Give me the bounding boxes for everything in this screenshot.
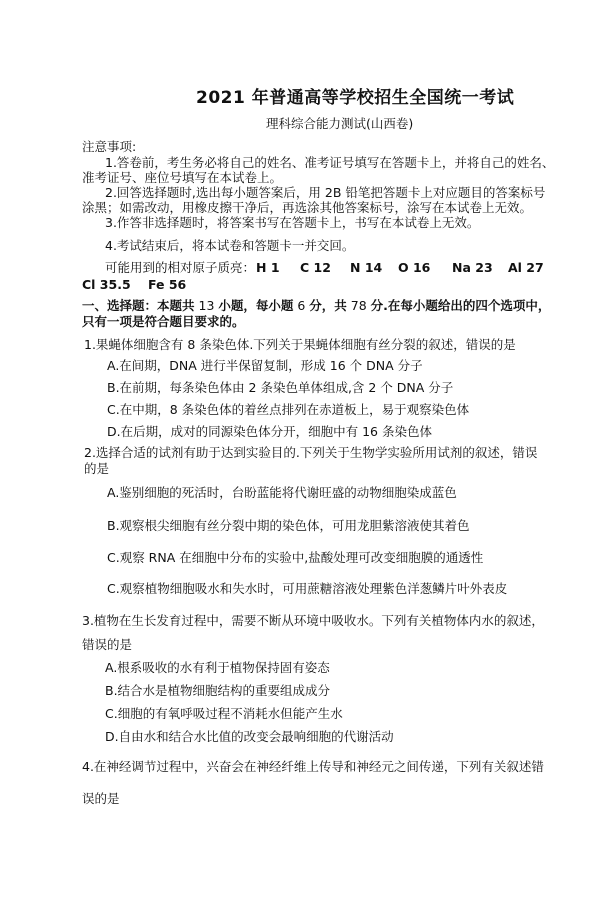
question-2-option-a: A.鉴别细胞的死活时，台盼蓝能将代谢旺盛的动物细胞染成蓝色	[107, 485, 457, 500]
question-3-stem-line-2: 错误的是	[82, 637, 133, 652]
exam-title: 2021 年普通高等学校招生全国统一考试	[196, 88, 515, 108]
question-3-option-a: A.根系吸收的水有利于植物保持固有姿态	[105, 660, 330, 675]
atomic-mass-al: Al 27	[508, 260, 544, 275]
question-1-option-b: B.在前期，每条染色体由 2 条染色单体组成,含 2 个 DNA 分子	[107, 380, 454, 395]
atomic-mass-label: 可能用到的相对原子质亮：	[105, 260, 256, 275]
section-1-mid1: 小题，每小题	[218, 298, 294, 313]
question-3-option-d: D.自由水和结合水比值的改变会最响细胞的代谢活动	[105, 729, 394, 744]
question-1-option-c: C.在中期，8 条染色体的着丝点排列在赤道板上，易于观察染色体	[107, 402, 470, 417]
question-4-stem-line-1: 4.在神经调节过程中，兴奋会在神经纤维上传导和神经元之间传递，下列有关叙述错	[82, 759, 544, 774]
section-1-total: 78	[346, 298, 371, 313]
atomic-mass-cl: Cl 35.5	[82, 277, 131, 292]
section-1-prefix: 一、选择题：本题共	[82, 298, 195, 313]
notice-item-3: 3.作答非选择题时，将答案书写在答题卡上，书写在本试卷上无效。	[105, 215, 480, 230]
question-2-option-d: C.观察植物细胞吸水和失水时，可用蔗糖溶液处理紫色洋葱鳞片叶外表皮	[107, 581, 508, 596]
notice-item-2-line-2: 涂黑；如需改动，用橡皮擦干净后，再选涂其他答案标号，涂写在本试卷上无效。	[82, 200, 533, 215]
notice-heading: 注意事项:	[82, 139, 137, 154]
question-2-stem-line-1: 2.选择合适的试剂有助于达到实验目的.下列关于生物学实验所用试剂的叙述，错误	[84, 445, 538, 460]
atomic-mass-na: Na 23	[452, 260, 493, 275]
question-1-option-a: A.在间期，DNA 进行半保留复制，形成 16 个 DNA 分子	[107, 358, 423, 373]
section-1-line-2: 只有一项是符合题目要求的。	[82, 314, 245, 329]
question-4-stem-line-2: 误的是	[82, 791, 120, 806]
section-1-suffix: 分.在每小题给出的四个选项中，	[370, 298, 551, 313]
notice-item-2-line-1: 2.回答选择题时,选出每小题答案后，用 2B 铅笔把答题卡上对应题目的答案标号	[105, 185, 546, 200]
atomic-mass-c: C 12	[300, 260, 331, 275]
section-1-count: 13	[194, 298, 219, 313]
atomic-mass-o: O 16	[398, 260, 431, 275]
exam-subtitle: 理科综合能力测试(山西卷)	[266, 116, 414, 131]
atomic-mass-fe: Fe 56	[148, 277, 187, 292]
question-3-option-c: C.细胞的有氧呼吸过程不消耗水但能产生水	[105, 706, 343, 721]
notice-item-1-line-2: 准考证号、座位号填写在本试卷上。	[82, 170, 283, 185]
atomic-mass-h: H 1	[256, 260, 280, 275]
section-1-points: 6	[293, 298, 310, 313]
question-2-option-b: B.观察根尖细胞有丝分裂中期的染色体，可用龙胆紫溶液使其着色	[107, 518, 470, 533]
question-2-option-c: C.观察 RNA 在细胞中分布的实验中,盐酸处理可改变细胞膜的通透性	[107, 550, 484, 565]
question-1-option-d: D.在后期，成对的同源染色体分开，细胞中有 16 条染色体	[107, 424, 432, 439]
notice-item-1-line-1: 1.答卷前，考生务必将自己的姓名、准考证号填写在答题卡上，并将自己的姓名、	[105, 155, 555, 170]
question-2-stem-line-2: 的是	[84, 461, 110, 476]
atomic-mass-n: N 14	[350, 260, 383, 275]
question-3-option-b: B.结合水是植物细胞结构的重要组成成分	[105, 683, 331, 698]
section-1-mid2: 分，共	[309, 298, 347, 313]
question-3-stem-line-1: 3.植物在生长发育过程中，需要不断从环境中吸收水。下列有关植物体内水的叙述，	[82, 613, 544, 628]
section-1-header	[82, 298, 550, 314]
notice-item-4: 4.考试结束后，将本试卷和答题卡一并交回。	[105, 238, 355, 253]
question-1-stem: 1.果蝇体细胞含有 8 条染色体.下列关于果蝇体细胞有丝分裂的叙述，错误的是	[84, 337, 516, 352]
